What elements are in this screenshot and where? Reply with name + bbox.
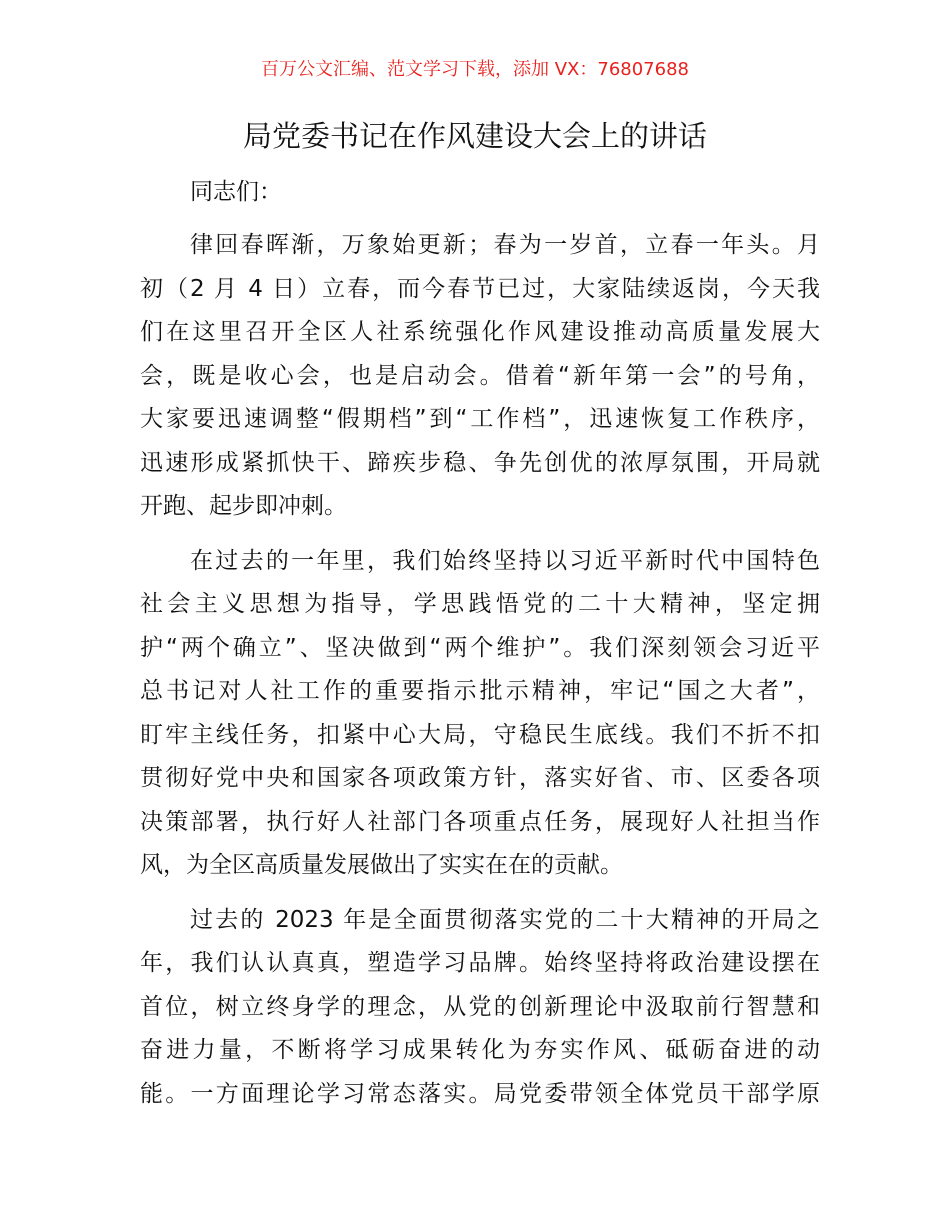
paragraph-1 bbox=[140, 224, 820, 529]
text-line: 律回春晖渐，万象始更新；春为一岁首，立春一年头。月 bbox=[190, 232, 820, 258]
text-line: 开跑、起步即冲刺。 bbox=[140, 493, 347, 519]
text-line: 大家要迅速调整“假期档”到“工作档”，迅速恢复工作秩序， bbox=[140, 406, 820, 432]
text-line: 总书记对人社工作的重要指示批示精神，牢记“国之大者”， bbox=[140, 678, 820, 704]
document-title: 局党委书记在作风建设大会上的讲话 bbox=[242, 119, 707, 153]
text-line: 初（2 月 4 日）立春，而今春节已过，大家陆续返岗，今天我 bbox=[140, 275, 820, 302]
salutation: 同志们： bbox=[190, 179, 282, 205]
text-line: 护“两个确立”、坚决做到“两个维护”。我们深刻领会习近平 bbox=[140, 634, 820, 661]
text-line: 能。一方面理论学习常态落实。局党委带领全体党员干部学原 bbox=[140, 1080, 820, 1107]
text-line: 贯彻好党中央和国家各项政策方针，落实好省、市、区委各项 bbox=[140, 765, 820, 791]
text-line: 过去的 2023 年是全面贯彻落实党的二十大精神的开局之 bbox=[190, 906, 820, 933]
text-line: 决策部署，执行好人社部门各项重点任务，展现好人社担当作 bbox=[140, 808, 820, 835]
document-body bbox=[140, 224, 820, 1127]
text-line: 迅速形成紧抓快干、蹄疾步稳、争先创优的浓厚氛围，开局就 bbox=[140, 449, 820, 476]
text-line: 会，既是收心会，也是启动会。借着“新年第一会”的号角， bbox=[140, 362, 820, 389]
text-line: 社会主义思想为指导，学思践悟党的二十大精神，坚定拥 bbox=[140, 591, 820, 617]
text-line: 风，为全区高质量发展做出了实实在在的贡献。 bbox=[140, 852, 623, 878]
text-line: 盯牢主线任务，扣紧中心大局，守稳民生底线。我们不折不扣 bbox=[140, 721, 820, 748]
text-line: 在过去的一年里，我们始终坚持以习近平新时代中国特色 bbox=[190, 547, 820, 574]
text-line: 们在这里召开全区人社系统强化作风建设推动高质量发展大 bbox=[140, 319, 820, 345]
header-banner: 百万公文汇编、范文学习下载，添加 VX：76807688 bbox=[261, 59, 689, 80]
text-line: 奋进力量，不断将学习成果转化为夯实作风、砥砺奋进的动 bbox=[140, 1037, 820, 1063]
paragraph-3 bbox=[140, 899, 820, 1117]
text-line: 年，我们认认真真，塑造学习品牌。始终坚持将政治建设摆在 bbox=[140, 950, 820, 976]
paragraph-2 bbox=[140, 540, 820, 888]
text-line: 首位，树立终身学的理念，从党的创新理论中汲取前行智慧和 bbox=[140, 993, 820, 1020]
